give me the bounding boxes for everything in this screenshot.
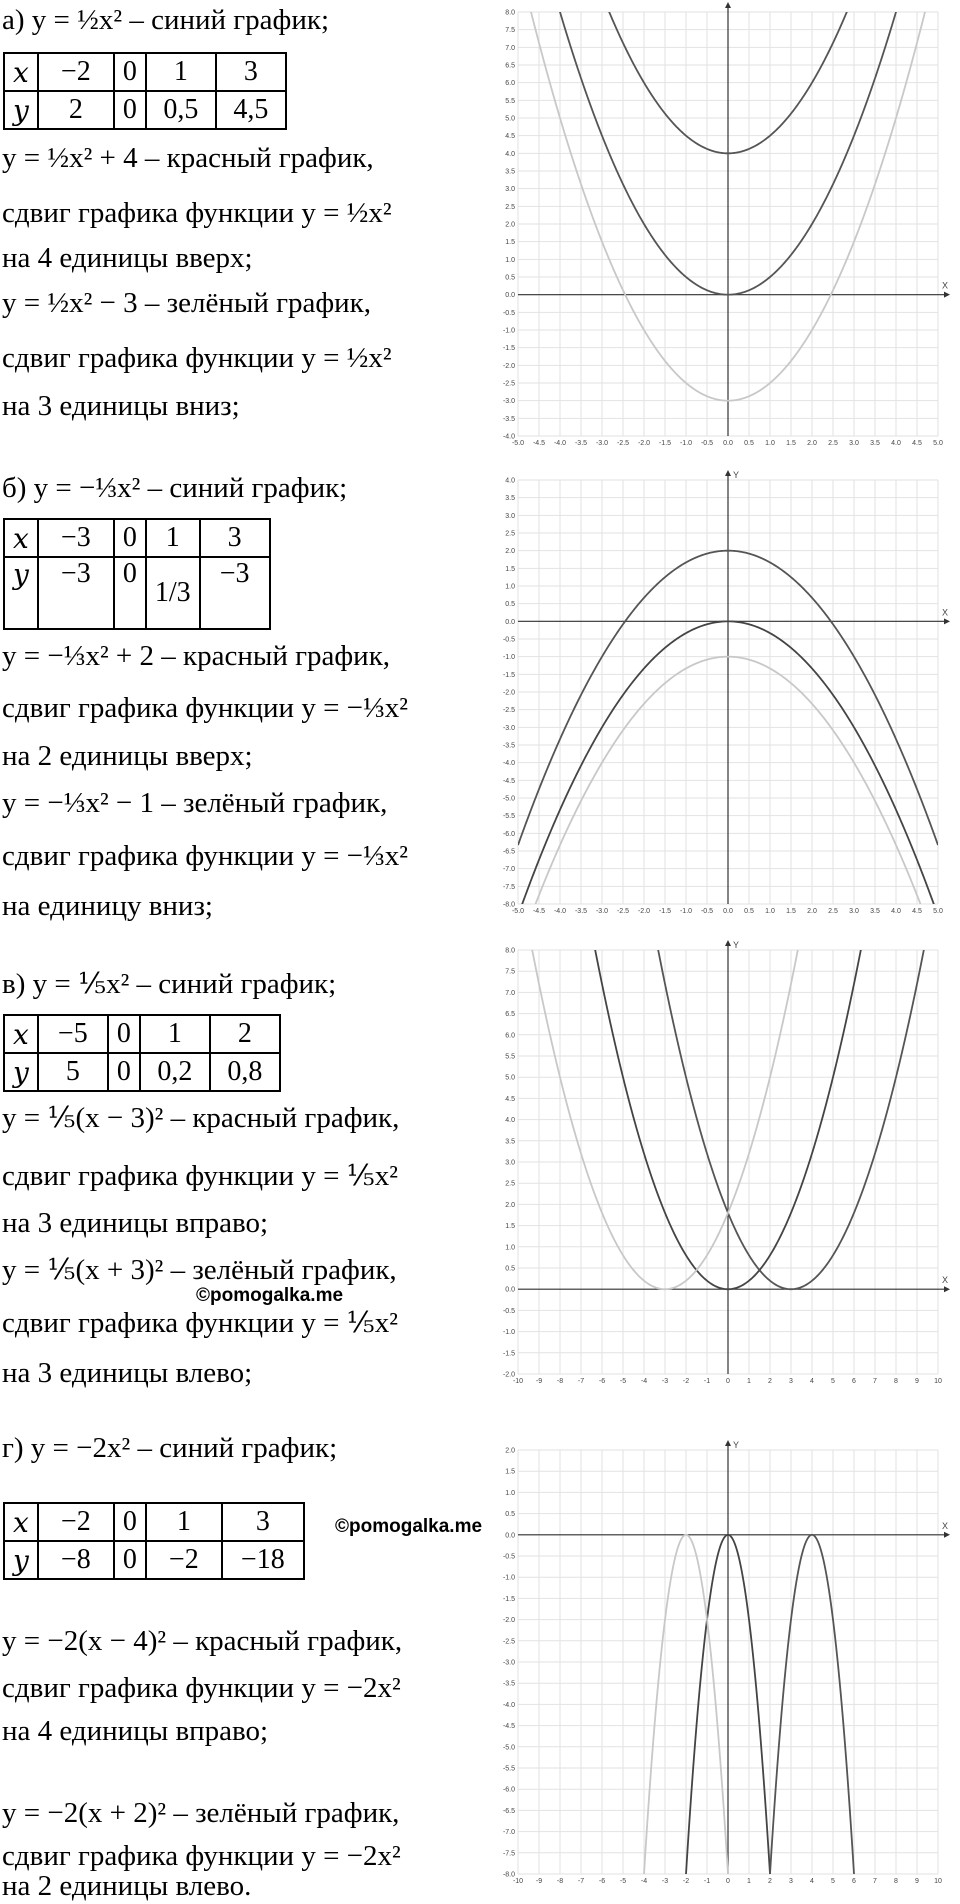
y-tick-label: 8.0 <box>505 947 515 955</box>
x-tick-label: 3.0 <box>849 440 859 447</box>
text-line: сдвиг графика функции y = ½x² <box>2 197 392 229</box>
x-tick-label: 2.5 <box>828 908 838 915</box>
table-cell: 1 <box>146 519 200 557</box>
x-tick-label: -4 <box>640 1878 648 1885</box>
table-cell: 3 <box>216 53 286 91</box>
x-tick-label: 4.5 <box>912 440 922 447</box>
y-tick-label: 3.0 <box>505 1159 515 1167</box>
x-tick-label: -2 <box>682 1378 690 1385</box>
x-tick-label: -2.0 <box>637 908 651 915</box>
table-cell: −8 <box>38 1541 114 1579</box>
x-tick-label: -2.0 <box>637 440 651 447</box>
x-tick-label: 2.5 <box>828 440 838 447</box>
x-tick-label: -10 <box>512 1378 524 1385</box>
table-cell: 5 <box>38 1053 108 1091</box>
y-tick-label: 0.5 <box>505 601 515 609</box>
x-tick-label: 3.5 <box>870 440 880 447</box>
y-tick-label: 0.5 <box>505 274 515 282</box>
table-cell: x <box>4 519 38 557</box>
table-cell: 3 <box>222 1503 304 1541</box>
table-cell: −5 <box>38 1015 108 1053</box>
x-tick-label: -5 <box>619 1378 627 1385</box>
x-axis-label: X <box>942 1520 949 1531</box>
x-tick-label: -7 <box>577 1878 585 1885</box>
y-tick-label: 1.0 <box>505 256 515 264</box>
text-line: на 2 единицы влево. <box>2 1870 252 1902</box>
y-tick-label: -1.5 <box>502 345 515 353</box>
y-tick-label: 1.0 <box>505 583 515 591</box>
x-tick-label: 5 <box>831 1378 835 1385</box>
x-tick-label: -1 <box>703 1378 711 1385</box>
heading-b: б) y = −⅓x² – синий график; <box>2 472 348 504</box>
y-tick-label: 4.5 <box>505 133 515 141</box>
y-tick-label: -2.0 <box>502 1371 515 1379</box>
text-line: на 2 единицы вверх; <box>2 740 253 772</box>
y-tick-label: 7.5 <box>505 27 515 35</box>
x-tick-label: 2 <box>768 1878 772 1885</box>
y-tick-label: 2.0 <box>505 1201 515 1209</box>
x-tick-label: -3.0 <box>595 440 609 447</box>
x-tick-label: 9 <box>915 1378 919 1385</box>
table-cell: 0 <box>114 53 146 91</box>
y-tick-label: -4.0 <box>502 433 515 441</box>
watermark: ©pomogalka.me <box>335 1516 483 1537</box>
table-cell: −2 <box>146 1541 222 1579</box>
y-tick-label: -1.5 <box>502 1350 515 1358</box>
x-tick-label: -3.5 <box>574 908 588 915</box>
table-cell: 0 <box>114 91 146 129</box>
y-tick-label: 2.5 <box>505 203 515 211</box>
table-cell: 2 <box>38 91 114 129</box>
y-tick-label: -5.0 <box>502 795 515 803</box>
y-tick-label: -0.5 <box>502 1553 515 1561</box>
x-axis-label: X <box>942 280 949 291</box>
table-cell: 3 <box>200 519 270 557</box>
table-cell: 2 <box>210 1015 280 1053</box>
x-tick-label: -1.0 <box>679 440 693 447</box>
y-tick-label: 3.0 <box>505 512 515 520</box>
table-cell: 0,5 <box>146 91 216 129</box>
chart-3 <box>503 1440 950 1902</box>
y-tick-label: -7.0 <box>502 866 515 874</box>
x-tick-label: -2.5 <box>616 440 630 447</box>
text-line: y = −2(x − 4)² – красный график, <box>2 1625 403 1657</box>
y-tick-label: -1.0 <box>502 1574 515 1582</box>
x-tick-label: 6 <box>852 1878 856 1885</box>
table-cell: −3 <box>38 557 114 629</box>
y-tick-label: -3.5 <box>502 415 515 423</box>
y-tick-label: 2.5 <box>505 1180 515 1188</box>
table-cell: 1 <box>146 1503 222 1541</box>
y-tick-label: -8.0 <box>502 1871 515 1879</box>
text-line: на 3 единицы влево; <box>2 1357 253 1389</box>
y-tick-label: -1.5 <box>502 1595 515 1603</box>
x-tick-label: 0.5 <box>744 908 754 915</box>
y-tick-label: 1.0 <box>505 1244 515 1252</box>
chart-1 <box>503 470 950 951</box>
text-line: y = −2(x + 2)² – зелёный график, <box>2 1797 400 1829</box>
x-tick-label: -3 <box>661 1378 669 1385</box>
y-tick-label: 3.0 <box>505 186 515 194</box>
x-tick-label: -5 <box>619 1878 627 1885</box>
table-cell: 0,2 <box>140 1053 210 1091</box>
x-tick-label: 8 <box>894 1378 898 1385</box>
y-tick-label: 3.5 <box>505 1138 515 1146</box>
x-axis-arrow <box>944 618 950 624</box>
y-tick-label: -0.5 <box>502 1307 515 1315</box>
x-tick-label: -0.5 <box>700 908 714 915</box>
y-tick-label: -5.5 <box>502 813 515 821</box>
y-tick-label: 6.0 <box>505 80 515 88</box>
y-tick-label: -2.0 <box>502 1617 515 1625</box>
table-cell: 1/3 <box>146 557 200 629</box>
y-tick-label: 7.5 <box>505 968 515 976</box>
x-tick-label: -5.0 <box>511 908 525 915</box>
x-tick-label: -6 <box>598 1878 606 1885</box>
text-line: на 4 единицы вверх; <box>2 242 253 274</box>
chart-0 <box>503 0 950 447</box>
x-tick-label: 5.0 <box>933 908 943 915</box>
x-tick-label: 4.5 <box>912 908 922 915</box>
x-tick-label: 0.0 <box>723 440 733 447</box>
y-tick-label: -3.5 <box>502 742 515 750</box>
x-tick-label: 2.0 <box>807 440 817 447</box>
y-tick-label: 1.5 <box>505 1468 515 1476</box>
x-tick-label: 3.0 <box>849 908 859 915</box>
x-tick-label: -1 <box>703 1878 711 1885</box>
y-tick-label: 6.0 <box>505 1032 515 1040</box>
y-tick-label: -2.5 <box>502 707 515 715</box>
table-cell: 0 <box>114 1541 146 1579</box>
y-tick-label: -4.5 <box>502 1723 515 1731</box>
y-tick-label: 0.5 <box>505 1511 515 1519</box>
y-axis-label: Y <box>733 470 740 480</box>
y-tick-label: -7.5 <box>502 883 515 891</box>
x-tick-label: 10 <box>934 1878 942 1885</box>
y-tick-label: -1.0 <box>502 654 515 662</box>
y-tick-label: 5.5 <box>505 97 515 105</box>
text-line: сдвиг графика функции y = ⅕x² <box>2 1307 398 1339</box>
x-tick-label: -2.5 <box>616 908 630 915</box>
x-tick-label: 0 <box>726 1878 730 1885</box>
x-tick-label: 1 <box>747 1878 751 1885</box>
text-line: y = ½x² − 3 – зелёный график, <box>2 287 372 319</box>
x-tick-label: -3.5 <box>574 440 588 447</box>
y-tick-label: 1.5 <box>505 1223 515 1231</box>
x-tick-label: 4.0 <box>891 440 901 447</box>
table-cell: −3 <box>38 519 114 557</box>
x-axis-arrow <box>944 1286 950 1292</box>
x-tick-label: -1.0 <box>679 908 693 915</box>
table-cell: 0 <box>114 519 146 557</box>
x-tick-label: -6 <box>598 1378 606 1385</box>
y-tick-label: -3.0 <box>502 724 515 732</box>
text-line: сдвиг графика функции y = −2x² <box>2 1840 401 1872</box>
x-tick-label: 6 <box>852 1378 856 1385</box>
y-tick-label: 0.0 <box>505 1532 515 1540</box>
text-line: на 4 единицы вправо; <box>2 1715 269 1747</box>
x-tick-label: 5.0 <box>933 440 943 447</box>
y-tick-label: 1.0 <box>505 1489 515 1497</box>
x-tick-label: -0.5 <box>700 440 714 447</box>
table-cell: −3 <box>200 557 270 629</box>
x-tick-label: -8 <box>556 1378 564 1385</box>
table-cell: 0 <box>114 557 146 629</box>
heading-a: а) y = ½x² – синий график; <box>2 4 330 36</box>
y-tick-label: 4.0 <box>505 150 515 158</box>
y-tick-label: 6.5 <box>505 1011 515 1019</box>
y-tick-label: -1.0 <box>502 1329 515 1337</box>
y-tick-label: -2.0 <box>502 689 515 697</box>
y-tick-label: -5.0 <box>502 1744 515 1752</box>
table-cell: y <box>4 91 38 129</box>
y-tick-label: 5.0 <box>505 1074 515 1082</box>
y-tick-label: 7.0 <box>505 44 515 52</box>
x-tick-label: -1.5 <box>658 440 672 447</box>
x-tick-label: 0.5 <box>744 440 754 447</box>
text-line: сдвиг графика функции y = −2x² <box>2 1672 401 1704</box>
table-cell: 0,8 <box>210 1053 280 1091</box>
x-tick-label: -9 <box>535 1378 543 1385</box>
y-tick-label: 1.5 <box>505 239 515 247</box>
y-axis-arrow <box>725 470 731 476</box>
x-tick-label: -7 <box>577 1378 585 1385</box>
y-tick-label: -4.0 <box>502 760 515 768</box>
x-tick-label: -5.0 <box>511 440 525 447</box>
y-tick-label: -4.5 <box>502 777 515 785</box>
y-tick-label: -7.0 <box>502 1829 515 1837</box>
y-tick-label: -2.0 <box>502 362 515 370</box>
x-tick-label: 9 <box>915 1878 919 1885</box>
text-line: сдвиг графика функции y = ½x² <box>2 342 392 374</box>
x-tick-label: 4.0 <box>891 908 901 915</box>
x-tick-label: 7 <box>873 1878 877 1885</box>
x-tick-label: 1 <box>747 1378 751 1385</box>
x-axis-arrow <box>944 292 950 298</box>
text-line: y = ⅕(x + 3)² – зелёный график, <box>2 1254 397 1286</box>
x-tick-label: -9 <box>535 1878 543 1885</box>
text-line: на единицу вниз; <box>2 890 213 922</box>
text-line: сдвиг графика функции y = −⅓x² <box>2 692 408 724</box>
x-tick-label: -4.5 <box>532 908 546 915</box>
y-axis-arrow <box>725 940 731 946</box>
table-cell: y <box>4 1541 38 1579</box>
y-tick-label: 0.0 <box>505 292 515 300</box>
y-tick-label: -8.0 <box>502 901 515 909</box>
y-tick-label: 2.0 <box>505 1447 515 1455</box>
x-tick-label: -3 <box>661 1878 669 1885</box>
y-tick-label: -3.5 <box>502 1680 515 1688</box>
y-tick-label: -2.5 <box>502 1638 515 1646</box>
table-cell: 0 <box>108 1053 140 1091</box>
x-tick-label: 3.5 <box>870 908 880 915</box>
y-tick-label: 4.5 <box>505 1095 515 1103</box>
table-cell: −18 <box>222 1541 304 1579</box>
x-tick-label: -4 <box>640 1378 648 1385</box>
y-tick-label: -4.0 <box>502 1701 515 1709</box>
y-tick-label: 4.0 <box>505 477 515 485</box>
x-tick-label: 2.0 <box>807 908 817 915</box>
x-axis-label: X <box>942 1275 949 1286</box>
y-tick-label: 0.0 <box>505 618 515 626</box>
text-line: на 3 единицы вниз; <box>2 390 240 422</box>
table-cell: y <box>4 557 38 629</box>
y-axis-arrow <box>725 2 731 8</box>
y-tick-label: -3.0 <box>502 398 515 406</box>
watermark: ©pomogalka.me <box>196 1285 344 1306</box>
x-tick-label: -4.0 <box>553 440 567 447</box>
table-cell: y <box>4 1053 38 1091</box>
y-tick-label: 4.0 <box>505 1117 515 1125</box>
y-tick-label: -5.5 <box>502 1765 515 1773</box>
y-tick-label: 7.0 <box>505 989 515 997</box>
heading-d: г) y = −2x² – синий график; <box>2 1432 338 1464</box>
y-axis-arrow <box>725 1440 731 1446</box>
x-tick-label: -1.5 <box>658 908 672 915</box>
x-axis-label: X <box>942 607 949 618</box>
x-tick-label: 3 <box>789 1378 793 1385</box>
y-tick-label: 5.0 <box>505 115 515 123</box>
y-tick-label: -6.5 <box>502 1807 515 1815</box>
y-tick-label: 1.5 <box>505 565 515 573</box>
y-tick-label: -0.5 <box>502 309 515 317</box>
x-tick-label: 1.0 <box>765 908 775 915</box>
x-tick-label: 8 <box>894 1878 898 1885</box>
x-tick-label: 10 <box>934 1378 942 1385</box>
table-cell: 0 <box>114 1503 146 1541</box>
x-tick-label: -4.5 <box>532 440 546 447</box>
text-line: сдвиг графика функции y = ⅕x² <box>2 1160 398 1192</box>
x-tick-label: -3.0 <box>595 908 609 915</box>
y-tick-label: 2.0 <box>505 548 515 556</box>
table-cell: x <box>4 1015 38 1053</box>
y-tick-label: 6.5 <box>505 62 515 70</box>
x-tick-label: -2 <box>682 1878 690 1885</box>
x-tick-label: 0.0 <box>723 908 733 915</box>
x-tick-label: 2 <box>768 1378 772 1385</box>
y-tick-label: -7.5 <box>502 1850 515 1858</box>
table-cell: −2 <box>38 1503 114 1541</box>
y-tick-label: -6.5 <box>502 848 515 856</box>
y-tick-label: -0.5 <box>502 636 515 644</box>
x-tick-label: 7 <box>873 1378 877 1385</box>
heading-c: в) y = ⅕x² – синий график; <box>2 968 337 1000</box>
x-tick-label: -8 <box>556 1878 564 1885</box>
x-tick-label: 1.5 <box>786 440 796 447</box>
y-tick-label: 2.0 <box>505 221 515 229</box>
x-tick-label: 3 <box>789 1878 793 1885</box>
y-tick-label: -3.0 <box>502 1659 515 1667</box>
table-cell: x <box>4 53 38 91</box>
y-tick-label: 0.0 <box>505 1286 515 1294</box>
text-line: y = −⅓x² + 2 – красный график, <box>2 640 391 672</box>
y-tick-label: 0.5 <box>505 1265 515 1273</box>
y-tick-label: 3.5 <box>505 495 515 503</box>
y-tick-label: -1.5 <box>502 671 515 679</box>
x-tick-label: 5 <box>831 1878 835 1885</box>
x-tick-label: -10 <box>512 1878 524 1885</box>
y-tick-label: 2.5 <box>505 530 515 538</box>
table-cell: 0 <box>108 1015 140 1053</box>
table-cell: 4,5 <box>216 91 286 129</box>
y-tick-label: -1.0 <box>502 327 515 335</box>
text-line: на 3 единицы вправо; <box>2 1207 269 1239</box>
text-line: y = ⅕(x − 3)² – красный график, <box>2 1102 400 1134</box>
y-axis-label: Y <box>733 940 740 950</box>
table-cell: 1 <box>146 53 216 91</box>
y-tick-label: 5.5 <box>505 1053 515 1061</box>
y-tick-label: 8.0 <box>505 9 515 17</box>
text-line: y = ½x² + 4 – красный график, <box>2 142 374 174</box>
x-tick-label: 1.0 <box>765 440 775 447</box>
text-line: сдвиг графика функции y = −⅓x² <box>2 840 408 872</box>
x-tick-label: 1.5 <box>786 908 796 915</box>
y-axis-label: Y <box>733 1440 740 1450</box>
x-tick-label: 0 <box>726 1378 730 1385</box>
x-tick-label: 4 <box>810 1378 814 1385</box>
table-cell: x <box>4 1503 38 1541</box>
text-line: y = −⅓x² − 1 – зелёный график, <box>2 787 388 819</box>
x-tick-label: -4.0 <box>553 908 567 915</box>
y-tick-label: -6.0 <box>502 830 515 838</box>
y-tick-label: -2.5 <box>502 380 515 388</box>
y-tick-label: 3.5 <box>505 168 515 176</box>
x-tick-label: 4 <box>810 1878 814 1885</box>
table-cell: −2 <box>38 53 114 91</box>
x-axis-arrow <box>944 1532 950 1538</box>
y-tick-label: -6.0 <box>502 1786 515 1794</box>
table-cell: 1 <box>140 1015 210 1053</box>
